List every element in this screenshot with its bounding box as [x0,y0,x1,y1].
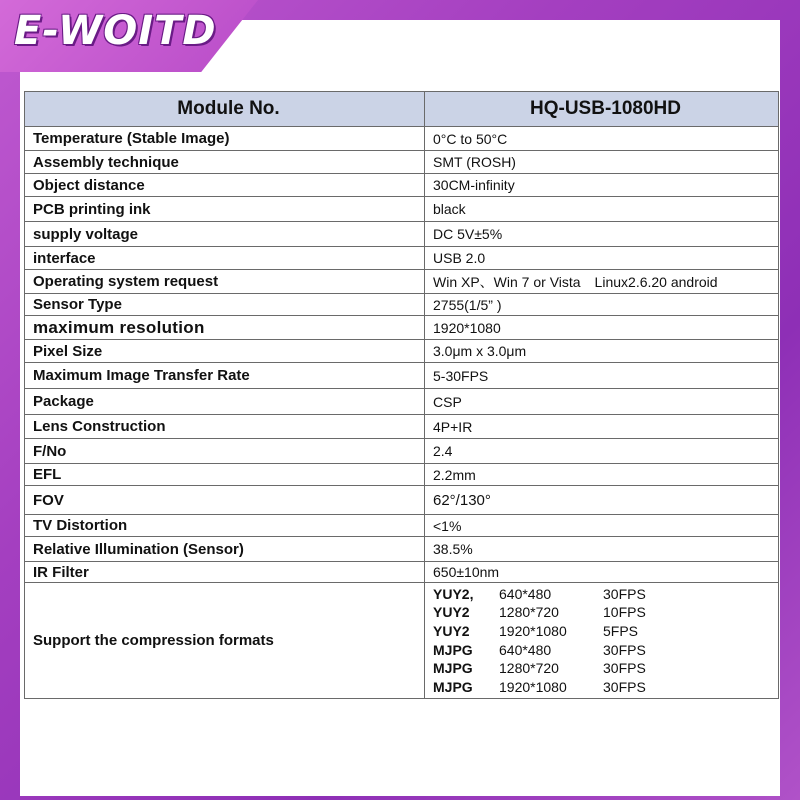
spec-value: 4P+IR [425,415,779,439]
spec-header-row [25,92,779,127]
spec-label: Maximum Image Transfer Rate [25,363,425,389]
spec-row [25,270,779,294]
format-resolution: 640*480 [499,585,552,602]
format-line [433,678,778,697]
format-fps: 30FPS [603,585,646,602]
spec-row [25,197,779,222]
spec-label: TV Distortion [25,515,425,537]
format-resolution: 640*480 [499,641,552,658]
spec-value: SMT (ROSH) [425,151,779,174]
module-no-value: HQ-USB-1080HD [425,92,779,127]
spec-row [25,363,779,389]
spec-value: black [425,197,779,222]
format-line [433,641,778,660]
format-resolution: 1280*720 [499,604,559,621]
format-name: MJPG [433,660,473,677]
format-fps: 5FPS [603,622,639,639]
spec-row [25,340,779,363]
spec-label: Relative Illumination (Sensor) [25,537,425,562]
spec-value: 62°/130° [425,486,779,515]
format-name: MJPG [433,678,473,695]
format-name: MJPG [433,641,473,658]
format-fps: 30FPS [603,660,646,677]
spec-value: 3.0μm x 3.0μm [425,340,779,363]
format-name: YUY2 [433,604,470,621]
spec-label: Temperature (Stable Image) [25,127,425,151]
spec-row [25,562,779,583]
formats-list [425,583,779,699]
format-name: YUY2 [433,622,470,639]
spec-label: Sensor Type [25,294,425,316]
format-fps: 30FPS [603,678,646,695]
spec-label: EFL [25,464,425,486]
spec-label: maximum resolution [25,316,425,340]
spec-row [25,294,779,316]
spec-value: DC 5V±5% [425,222,779,247]
spec-table [24,91,779,699]
spec-row [25,389,779,415]
formats-label: Support the compression formats [25,583,425,699]
module-no-label: Module No. [25,92,425,127]
spec-value: 1920*1080 [425,316,779,340]
spec-label: supply voltage [25,222,425,247]
format-fps: 30FPS [603,641,646,658]
spec-row [25,464,779,486]
spec-row [25,537,779,562]
spec-row [25,151,779,174]
format-name: YUY2, [433,585,474,602]
spec-label: Package [25,389,425,415]
spec-row [25,415,779,439]
spec-value: 0°C to 50°C [425,127,779,151]
spec-value: 2.2mm [425,464,779,486]
format-resolution: 1920*1080 [499,622,567,639]
spec-row [25,486,779,515]
spec-value: USB 2.0 [425,247,779,270]
format-fps: 10FPS [603,604,646,621]
format-line [433,585,778,604]
spec-label: Assembly technique [25,151,425,174]
spec-row [25,247,779,270]
spec-label: interface [25,247,425,270]
format-resolution: 1920*1080 [499,678,567,695]
spec-label: Object distance [25,174,425,197]
formats-row [25,583,779,699]
format-line [433,603,778,622]
format-line [433,659,778,678]
spec-value: <1% [425,515,779,537]
spec-row [25,439,779,464]
spec-row [25,222,779,247]
spec-row [25,316,779,340]
spec-value: 38.5% [425,537,779,562]
spec-value: Win XP、Win 7 or Vista Linux2.6.20 android [425,270,779,294]
spec-row [25,174,779,197]
spec-label: PCB printing ink [25,197,425,222]
spec-label: Lens Construction [25,415,425,439]
spec-value: 2755(1/5” ) [425,294,779,316]
spec-label: IR Filter [25,562,425,583]
spec-value: CSP [425,389,779,415]
spec-value: 650±10nm [425,562,779,583]
spec-label: Operating system request [25,270,425,294]
spec-label: Pixel Size [25,340,425,363]
spec-label: FOV [25,486,425,515]
format-resolution: 1280*720 [499,660,559,677]
spec-value: 30CM-infinity [425,174,779,197]
spec-value: 2.4 [425,439,779,464]
spec-value: 5-30FPS [425,363,779,389]
spec-label: F/No [25,439,425,464]
spec-row [25,127,779,151]
spec-row [25,515,779,537]
brand-logo: E-WOITD [14,8,217,54]
format-line [433,622,778,641]
